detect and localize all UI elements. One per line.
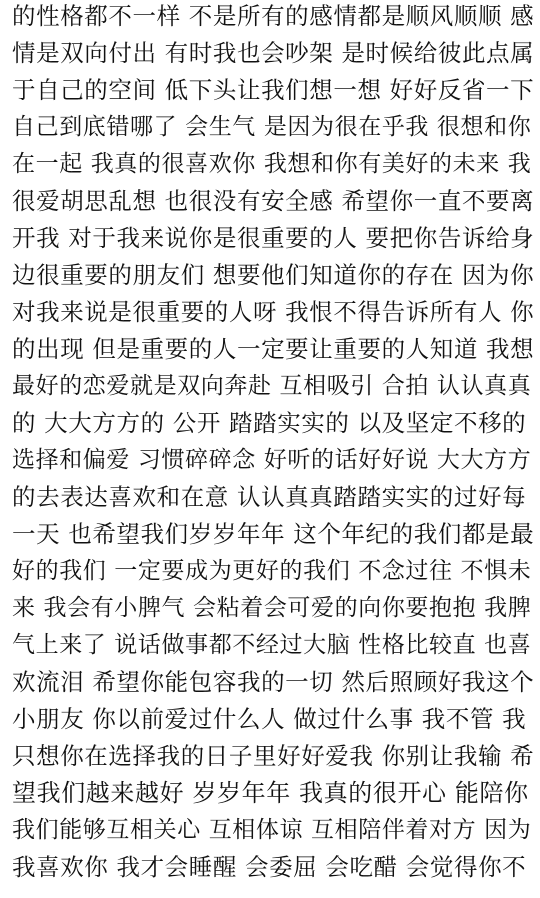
text-line: 最好的恋爱就是双向奔赴 互相吸引 合拍 认认真真 [12,373,532,399]
text-line: 在一起 我真的很喜欢你 我想和你有美好的未来 我 [12,151,532,177]
text-line: 的出现 但是重要的人一定要让重要的人知道 我想 [12,335,535,363]
text-line: 气上来了 说话做事都不经过大脑 性格比较直 也喜 [12,632,532,658]
text-line: 的去表达喜欢和在意 认认真真踏踏实实的过好每 [12,483,527,511]
text-line: 我们能够互相关心 互相体谅 互相陪伴着对方 因为 [12,817,532,843]
text-line: 我喜欢你 我才会睡醒 会委屈 会吃醋 会觉得你不 [12,853,527,881]
text-line: 选择和偏爱 习惯碎碎念 好听的话好好说 大大方方 [12,447,532,473]
text-line: 边很重要的朋友们 想要他们知道你的存在 因为你 [12,261,535,289]
text-line: 来 我会有小脾气 会粘着会可爱的向你要抱抱 我脾 [12,595,532,621]
text-line: 于自己的空间 低下头让我们想一想 好好反省一下 [12,76,535,104]
text-line: 的 大大方方的 公开 踏踏实实的 以及坚定不移的 [12,409,527,437]
text-line: 望我们越来越好 岁岁年年 我真的很开心 能陪你 [12,779,529,807]
text-line: 开我 对于我来说你是很重要的人 要把你告诉给身 [12,224,535,252]
text-line: 自己到底错哪了 会生气 是因为很在乎我 很想和你 [12,114,532,140]
text-line: 一天 也希望我们岁岁年年 这个年纪的我们都是最 [12,520,535,548]
text-line: 欢流泪 希望你能包容我的一切 然后照顾好我这个 [12,668,535,696]
text-line: 的性格都不一样 不是所有的感情都是顺风顺顺 感 [12,2,535,30]
text-line: 对我来说是很重要的人呀 我恨不得告诉所有人 你 [12,298,535,326]
text-line: 小朋友 你以前爱过什么人 做过什么事 我不管 我 [12,705,527,733]
text-line: 好的我们 一定要成为更好的我们 不念过往 不惧未 [12,558,532,584]
text-line: 情是双向付出 有时我也会吵架 是时候给彼此点属 [12,39,535,67]
text-line: 很爱胡思乱想 也很没有安全感 希望你一直不要离 [12,187,535,215]
text-line: 只想你在选择我的日子里好好爱我 你别让我输 希 [12,742,535,770]
